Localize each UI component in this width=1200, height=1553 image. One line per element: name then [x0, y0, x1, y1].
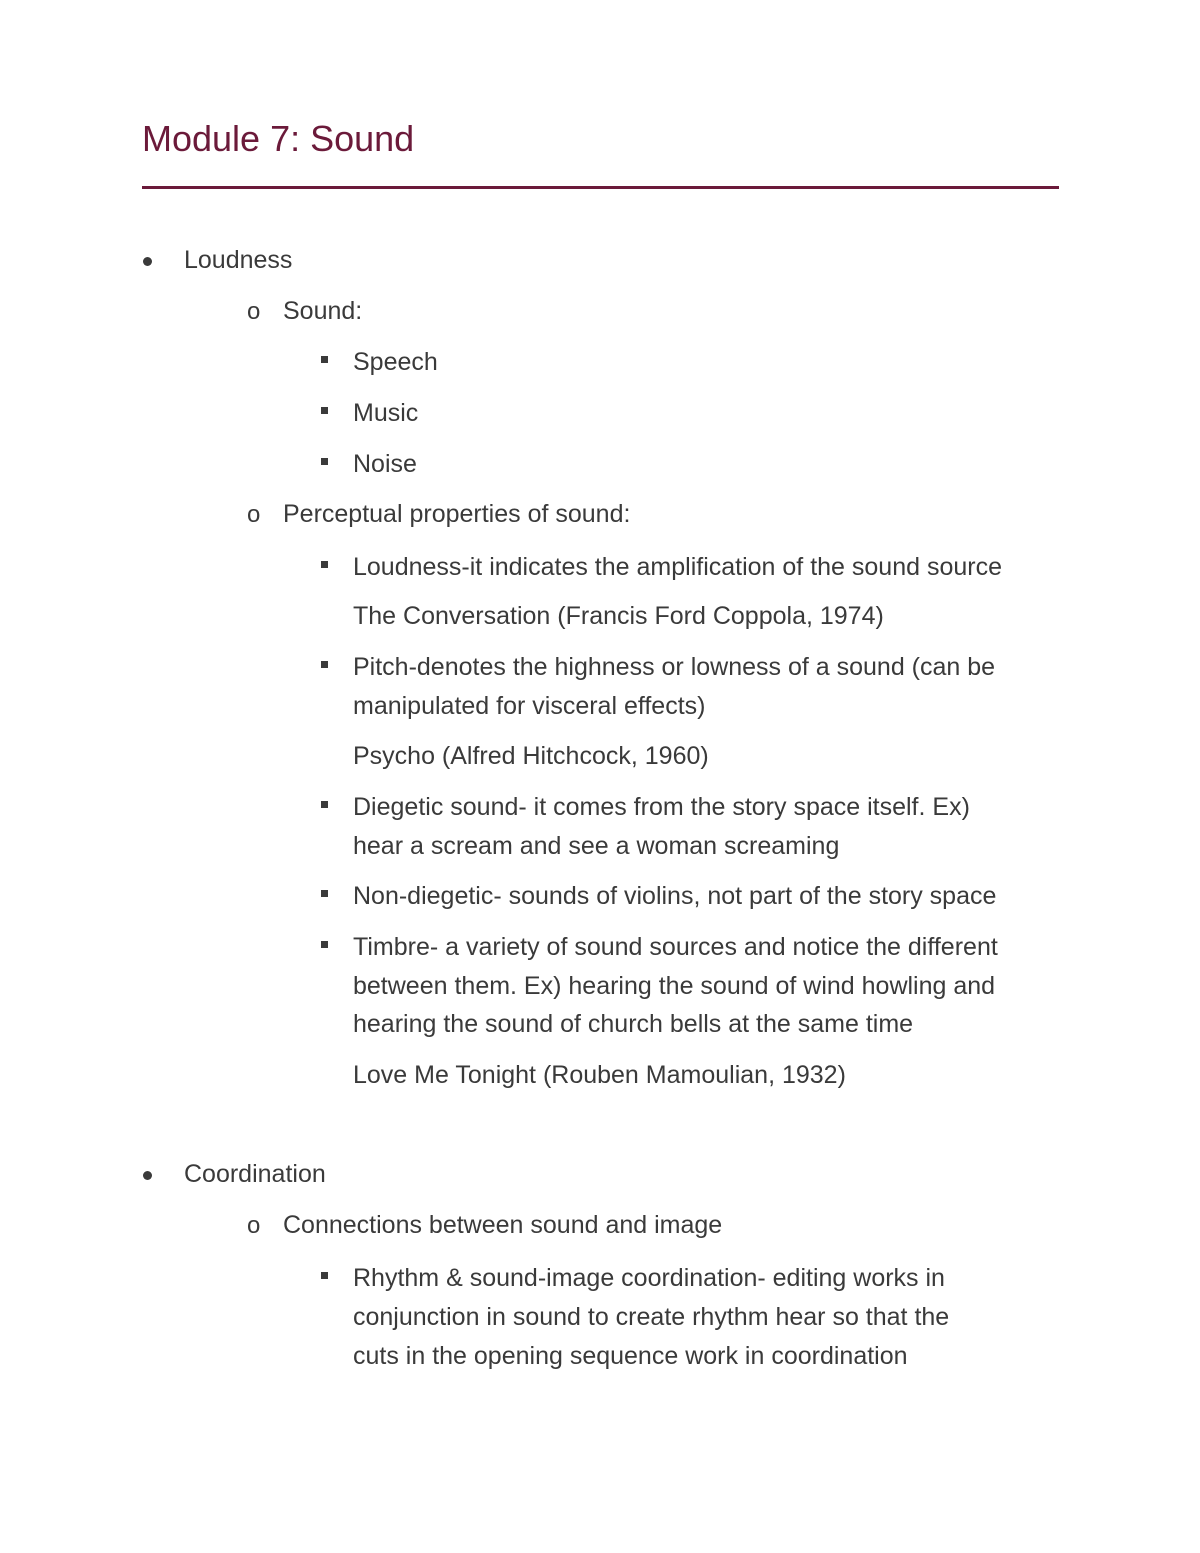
- list-item-continuation: manipulated for visceral effects): [353, 692, 706, 720]
- film-example: The Conversation (Francis Ford Coppola, 1974): [353, 602, 884, 630]
- list-item-continuation: hearing the sound of church bells at the same time: [353, 1010, 914, 1038]
- subsection-heading-connections: Connections between sound and image: [283, 1211, 723, 1239]
- film-example: Love Me Tonight (Rouben Mamoulian, 1932): [353, 1061, 846, 1089]
- circle-bullet-icon: o: [247, 1212, 261, 1239]
- page-title: Module 7: Sound: [142, 118, 415, 159]
- film-example: Psycho (Alfred Hitchcock, 1960): [353, 742, 709, 770]
- square-bullet-icon: [321, 1272, 328, 1279]
- section-heading-coordination: Coordination: [184, 1160, 326, 1188]
- subsection-heading-perceptual: Perceptual properties of sound:: [283, 500, 631, 528]
- list-item-continuation: between them. Ex) hearing the sound of wind howling and: [353, 972, 996, 1000]
- square-bullet-icon: [321, 801, 328, 808]
- bullet-dot-icon: [143, 1171, 152, 1180]
- list-item-continuation: hear a scream and see a woman screaming: [353, 832, 840, 860]
- subsection-heading-sound: Sound:: [283, 297, 363, 325]
- list-item-continuation: conjunction in sound to create rhythm hear so that the: [353, 1303, 950, 1331]
- square-bullet-icon: [321, 356, 328, 363]
- list-item: Speech: [353, 348, 438, 376]
- list-item: Loudness-it indicates the amplification of the sound source: [353, 553, 1002, 581]
- list-item: Timbre- a variety of sound sources and notice the different: [353, 933, 998, 961]
- square-bullet-icon: [321, 890, 328, 897]
- square-bullet-icon: [321, 661, 328, 668]
- circle-bullet-icon: o: [247, 501, 261, 528]
- square-bullet-icon: [321, 561, 328, 568]
- square-bullet-icon: [321, 941, 328, 948]
- list-item: Pitch-denotes the highness or lowness of a sound (can be: [353, 653, 996, 681]
- list-item: Noise: [353, 450, 417, 478]
- bullet-dot-icon: [143, 257, 152, 266]
- square-bullet-icon: [321, 458, 328, 465]
- title-divider: [142, 186, 1059, 189]
- list-item: Rhythm & sound-image coordination- editing works in: [353, 1264, 945, 1292]
- square-bullet-icon: [321, 407, 328, 414]
- list-item-continuation: cuts in the opening sequence work in coordination: [353, 1342, 908, 1370]
- section-heading-loudness: Loudness: [184, 246, 293, 274]
- circle-bullet-icon: o: [247, 298, 261, 325]
- list-item: Non-diegetic- sounds of violins, not part of the story space: [353, 882, 997, 910]
- list-item: Diegetic sound- it comes from the story space itself. Ex): [353, 793, 970, 821]
- list-item: Music: [353, 399, 419, 427]
